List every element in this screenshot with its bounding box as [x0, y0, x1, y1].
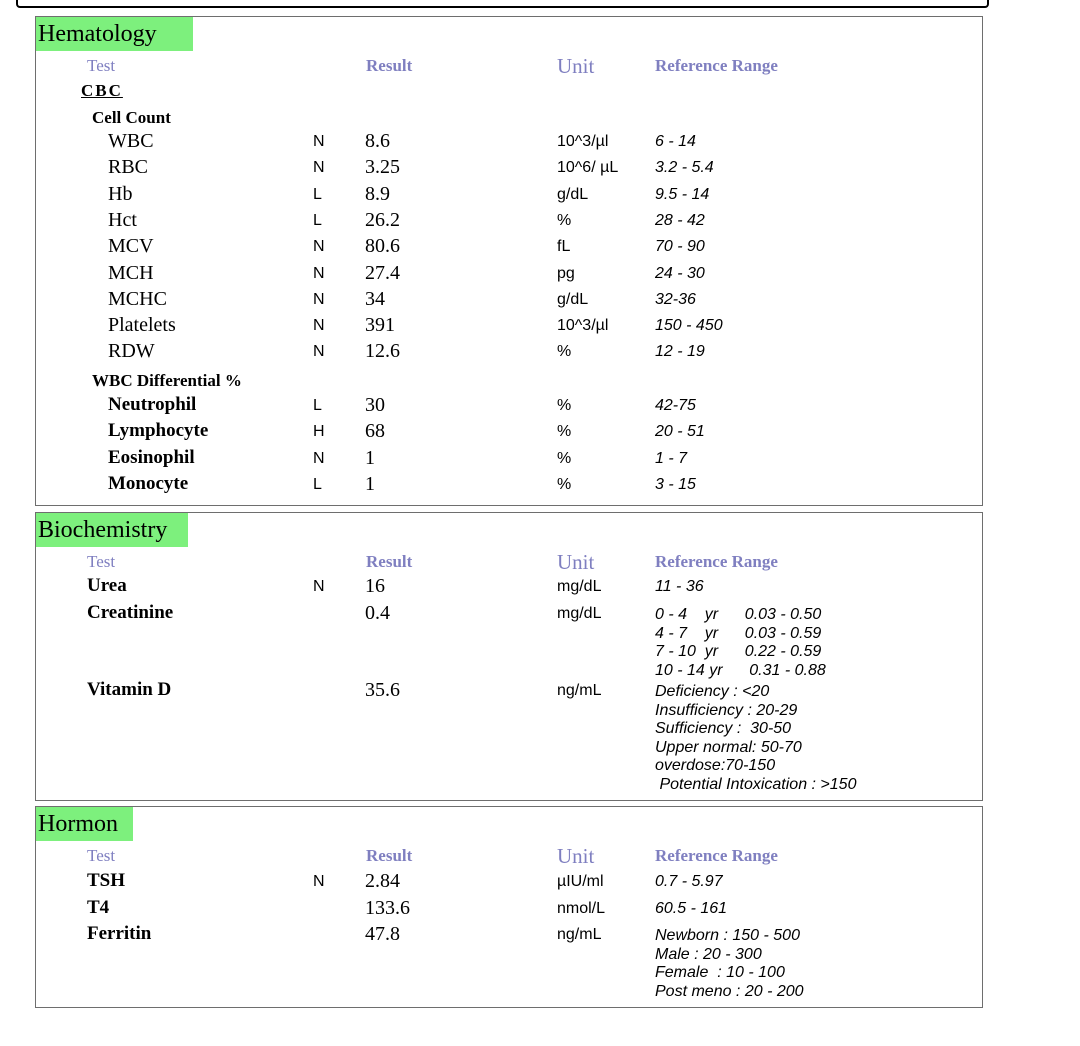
test-name: Neutrophil [108, 394, 197, 415]
col-test-header: Test [87, 552, 116, 571]
unit: ng/mL [557, 926, 602, 943]
flag: L [313, 397, 322, 414]
result-value: 391 [365, 314, 395, 337]
col-result-header: Result [366, 552, 413, 571]
result-value: 8.9 [365, 182, 390, 205]
reference-range: 6 - 14 [655, 133, 696, 150]
flag: L [313, 211, 322, 229]
unit: % [557, 475, 572, 493]
reference-range: 12 - 19 [655, 343, 705, 361]
section-title: Biochemistry [36, 513, 188, 547]
flag: N [313, 343, 325, 361]
unit: 10^3/µl [557, 317, 609, 335]
test-name: Urea [87, 575, 127, 596]
reference-range: 9.5 - 14 [655, 185, 710, 203]
result-value: 3.25 [365, 156, 400, 179]
result-value: 27.4 [365, 261, 400, 284]
reference-range: 0 - 4 yr 0.03 - 0.50 4 - 7 yr 0.03 - 0.59 7 - 10 yr 0.22 - 0.59 10 - 14 yr 0.31 - 0.88 [655, 606, 826, 679]
flag: H [313, 423, 325, 441]
test-name: Monocyte [108, 472, 189, 494]
flag: N [313, 578, 325, 595]
col-unit-header: Unit [557, 844, 595, 868]
col-reference-header: Reference Range [655, 552, 778, 571]
test-name: Platelets [108, 314, 176, 337]
unit: fL [557, 238, 571, 256]
hematology-section [35, 16, 983, 506]
reference-range: 3 - 15 [655, 475, 696, 493]
col-reference-header: Reference Range [655, 846, 778, 865]
test-name: Creatinine [87, 602, 174, 623]
flag: N [313, 290, 325, 308]
reference-range: 70 - 90 [655, 238, 705, 256]
test-name: WBC [108, 130, 154, 152]
test-name: Hct [108, 208, 137, 231]
result-value: 8.6 [365, 130, 390, 152]
test-name: MCV [108, 235, 154, 258]
unit: % [557, 397, 572, 414]
test-name: T4 [87, 897, 110, 918]
result-value: 26.2 [365, 208, 400, 231]
unit: % [557, 211, 572, 229]
unit: mg/dL [557, 578, 602, 595]
col-unit-header: Unit [557, 550, 595, 574]
test-name: RDW [108, 340, 155, 363]
flag: N [313, 159, 325, 177]
reference-range: 3.2 - 5.4 [655, 159, 714, 177]
col-result-header: Result [366, 846, 413, 865]
flag: L [313, 475, 322, 493]
flag: N [313, 238, 325, 256]
unit: g/dL [557, 290, 589, 308]
flag: L [313, 185, 322, 203]
test-name: RBC [108, 156, 149, 179]
result-value: 12.6 [365, 340, 400, 363]
result-value: 35.6 [365, 679, 400, 701]
result-value: 80.6 [365, 235, 400, 258]
reference-range: 24 - 30 [655, 264, 705, 282]
unit: g/dL [557, 185, 589, 203]
flag: N [313, 317, 325, 335]
unit: pg [557, 264, 575, 282]
col-unit-header: Unit [557, 54, 595, 78]
result-value: 16 [365, 575, 385, 597]
unit: ng/mL [557, 682, 602, 699]
test-name: Hb [108, 182, 133, 205]
unit: µIU/ml [557, 873, 604, 890]
unit: % [557, 449, 572, 467]
unit: mg/dL [557, 605, 602, 622]
result-value: 133.6 [365, 897, 410, 919]
test-name: Eosinophil [108, 446, 195, 468]
col-reference-header: Reference Range [655, 56, 778, 75]
unit: % [557, 343, 572, 361]
unit: 10^3/µl [557, 133, 609, 150]
section-title: Hormon [36, 807, 133, 841]
reference-range: 20 - 51 [655, 423, 705, 441]
test-name: Ferritin [87, 923, 152, 944]
col-test-header: Test [87, 56, 116, 75]
reference-range: 28 - 42 [655, 211, 705, 229]
reference-range: 150 - 450 [655, 317, 723, 335]
unit: 10^6/ µL [557, 159, 619, 177]
result-value: 2.84 [365, 870, 400, 892]
cbc-label: CBC [81, 81, 123, 100]
section-title: Hematology [36, 17, 193, 51]
col-test-header: Test [87, 846, 116, 865]
test-name: MCHC [108, 287, 167, 310]
reference-range: 1 - 7 [655, 449, 688, 467]
test-name: Vitamin D [87, 679, 172, 700]
result-value: 30 [365, 394, 385, 416]
result-value: 1 [365, 472, 375, 495]
result-value: 34 [365, 287, 385, 310]
reference-range: 60.5 - 161 [655, 900, 728, 917]
reference-range: 32-36 [655, 290, 696, 308]
reference-range: Newborn : 150 - 500 Male : 20 - 300 Female : 10 - 100 Post meno : 20 - 200 [655, 927, 804, 1000]
result-value: 68 [365, 420, 385, 443]
test-name: MCH [108, 261, 154, 284]
reference-range: Deficiency : <20 Insufficiency : 20-29 Sufficiency : 30-50 Upper normal: 50-70 overdose:70-150 Potential Intoxication : >150 [655, 683, 857, 793]
flag: N [313, 449, 325, 467]
flag: N [313, 264, 325, 282]
flag: N [313, 873, 325, 890]
cell-count-label: Cell Count [92, 108, 171, 127]
result-value: 0.4 [365, 602, 390, 624]
top-frame [16, 0, 989, 8]
hormon-section [35, 806, 983, 1008]
flag: N [313, 133, 325, 150]
test-name: TSH [87, 870, 126, 891]
reference-range: 11 - 36 [655, 578, 704, 595]
result-value: 47.8 [365, 923, 400, 945]
test-name: Lymphocyte [108, 420, 209, 442]
unit: nmol/L [557, 900, 606, 917]
unit: % [557, 423, 572, 441]
col-result-header: Result [366, 56, 413, 75]
reference-range: 0.7 - 5.97 [655, 873, 723, 890]
differential-label: WBC Differential % [92, 371, 242, 390]
result-value: 1 [365, 446, 375, 469]
reference-range: 42-75 [655, 397, 696, 414]
biochemistry-section [35, 512, 983, 801]
